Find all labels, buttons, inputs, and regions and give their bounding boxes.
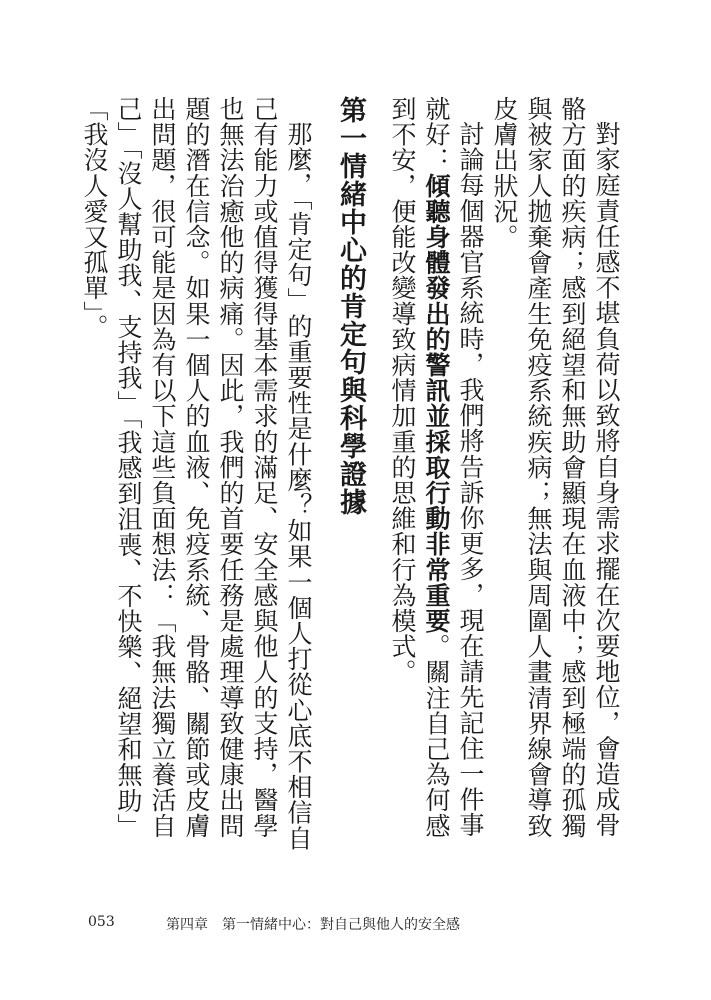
paragraph-affirmations: 那麼，「肯定句」的重要性是什麼？如果一個人打從心底不相信自己有能力或值得獲得基本需求的滿足、安全感與他人的支持，醫學也無法治癒他的病痛。因此，我們的首要任務是處理導致健康出問題的潛在信念。如果一個人的血液、免疫系統、骨骼、關節或皮膚出問題，很可能是因為有以下這些負面想法：「我無法獨立養活自己」「沒人幫助我、支持我」「我感到沮喪、不快樂、絕望和無助」「我沒人愛又孤單」。 xyxy=(80,96,313,851)
paragraph-tail-text: 。關注自己為何感到不安，便能改變導致病情加重的思維和行為模式。 xyxy=(388,96,451,839)
paragraph-listen-to-body xyxy=(385,96,487,856)
vertical-body-text xyxy=(77,96,623,856)
paragraph-health-causes: 對家庭責任感不堪負荷以致將自身需求擺在次要地位，會造成骨骼方面的疾病；感到絕望和無助會顯現在血液中；感到極端的孤獨與被家人拋棄會產生免疫系統疾病；無法與周圍人畫清界線會導致皮膚出狀況。 xyxy=(490,96,621,839)
section-heading: 第一情緒中心的肯定句與科學證據 xyxy=(335,96,366,516)
running-head: 第四章 第一情緒中心：對自己與他人的安全感 xyxy=(166,917,460,933)
page-number: 053 xyxy=(88,914,115,930)
paragraph-lead-text: 討論每個器官系統時，我們將告訴你更多，現在請先記住一件事就好： xyxy=(422,96,485,838)
emphasis-text: 傾聽身體發出的警訊並採取行動非常重要 xyxy=(422,172,451,634)
page-footer xyxy=(0,914,711,938)
